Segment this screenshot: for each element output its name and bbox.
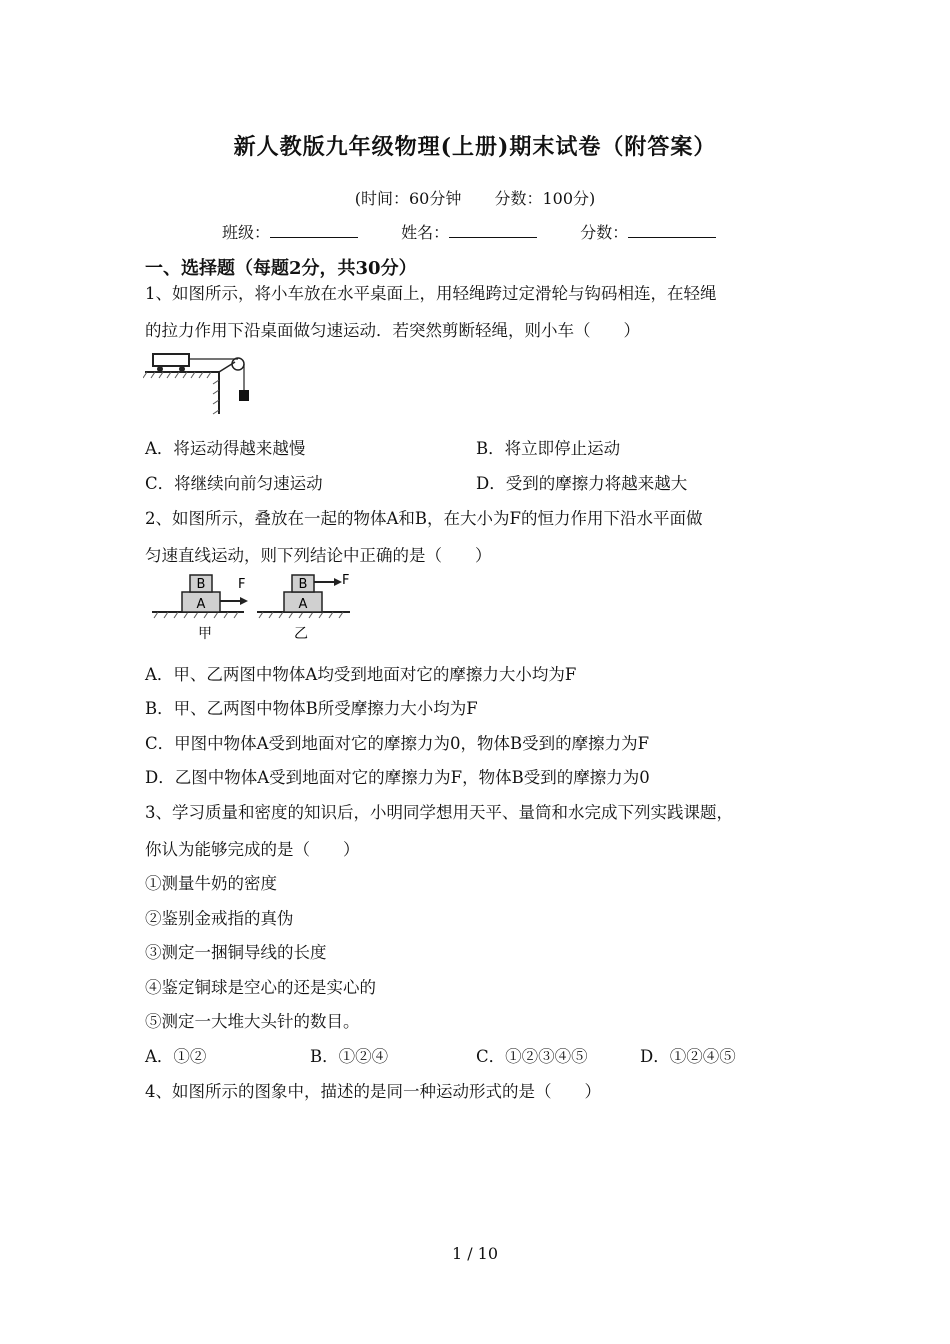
q3-option-b: B．①②④ bbox=[310, 1047, 389, 1066]
q2-option-c: C．甲图中物体A受到地面对它的摩擦力为0，物体B受到的摩擦力为F bbox=[145, 734, 650, 753]
yi-label-b: B bbox=[298, 577, 308, 592]
exam-score: 分数：100分) bbox=[494, 189, 596, 208]
q3-item-5: ⑤测定一大堆大头针的数目。 bbox=[145, 1012, 360, 1031]
name-field: 姓名： bbox=[401, 220, 537, 243]
q3-option-c: C．①②③④⑤ bbox=[476, 1047, 588, 1066]
yi-label-a: A bbox=[298, 597, 308, 612]
q2-stem-line2: 匀速直线运动，则下列结论中正确的是（ ） bbox=[145, 546, 492, 565]
q3-item-2: ②鉴别金戒指的真伪 bbox=[145, 909, 294, 928]
jia-label-b: B bbox=[196, 577, 206, 592]
yi-force-label: F bbox=[342, 573, 350, 588]
q1-stem-line1: 1、如图所示，将小车放在水平桌面上，用轻绳跨过定滑轮与钩码相连，在轻绳 bbox=[145, 284, 717, 303]
score-field: 分数： bbox=[580, 220, 716, 243]
class-field: 班级： bbox=[222, 220, 358, 243]
q3-item-4: ④鉴定铜球是空心的还是实心的 bbox=[145, 978, 376, 997]
q3-option-a: A．①② bbox=[145, 1047, 207, 1066]
figure-label-yi: 乙 bbox=[294, 626, 308, 642]
q2-stacked-blocks-figure bbox=[152, 570, 362, 644]
q2-stem-line1: 2、如图所示，叠放在一起的物体A和B，在大小为F的恒力作用下沿水平面做 bbox=[145, 509, 703, 528]
q1-option-b: B．将立即停止运动 bbox=[476, 439, 621, 458]
q3-item-1: ①测量牛奶的密度 bbox=[145, 874, 277, 893]
student-info bbox=[222, 220, 754, 243]
jia-force-label: F bbox=[238, 577, 246, 592]
exam-meta bbox=[0, 186, 950, 209]
section-heading: 一、选择题（每题2分，共30分） bbox=[145, 258, 417, 279]
jia-label-a: A bbox=[196, 597, 206, 612]
page-title: 新人教版九年级物理(上册)期末试卷（附答案） bbox=[233, 134, 717, 160]
class-blank[interactable] bbox=[270, 223, 358, 238]
q2-option-d: D．乙图中物体A受到地面对它的摩擦力为F，物体B受到的摩擦力为0 bbox=[145, 768, 650, 787]
q3-stem-line2: 你认为能够完成的是（ ） bbox=[145, 840, 360, 859]
q4-stem-line1: 4、如图所示的图象中，描述的是同一种运动形式的是（ ） bbox=[145, 1082, 601, 1101]
q2-option-b: B．甲、乙两图中物体B所受摩擦力大小均为F bbox=[145, 699, 478, 718]
q3-option-d: D．①②④⑤ bbox=[640, 1047, 736, 1066]
q1-option-c: C．将继续向前匀速运动 bbox=[145, 474, 323, 493]
score-blank[interactable] bbox=[628, 223, 716, 238]
q1-cart-pulley-figure bbox=[143, 350, 255, 416]
name-blank[interactable] bbox=[449, 223, 537, 238]
figure-label-jia: 甲 bbox=[198, 626, 212, 642]
q1-option-d: D．受到的摩擦力将越来越大 bbox=[476, 474, 688, 493]
q3-item-3: ③测定一捆铜导线的长度 bbox=[145, 943, 327, 962]
q1-stem-line2: 的拉力作用下沿桌面做匀速运动．若突然剪断轻绳，则小车（ ） bbox=[145, 321, 640, 340]
exam-time: (时间：60分钟 bbox=[354, 189, 462, 208]
q1-option-a: A．将运动得越来越慢 bbox=[145, 439, 306, 458]
page-number: 1 / 10 bbox=[451, 1244, 499, 1263]
q2-option-a: A．甲、乙两图中物体A均受到地面对它的摩擦力大小均为F bbox=[145, 665, 577, 684]
q3-stem-line1: 3、学习质量和密度的知识后，小明同学想用天平、量筒和水完成下列实践课题， bbox=[145, 803, 733, 822]
